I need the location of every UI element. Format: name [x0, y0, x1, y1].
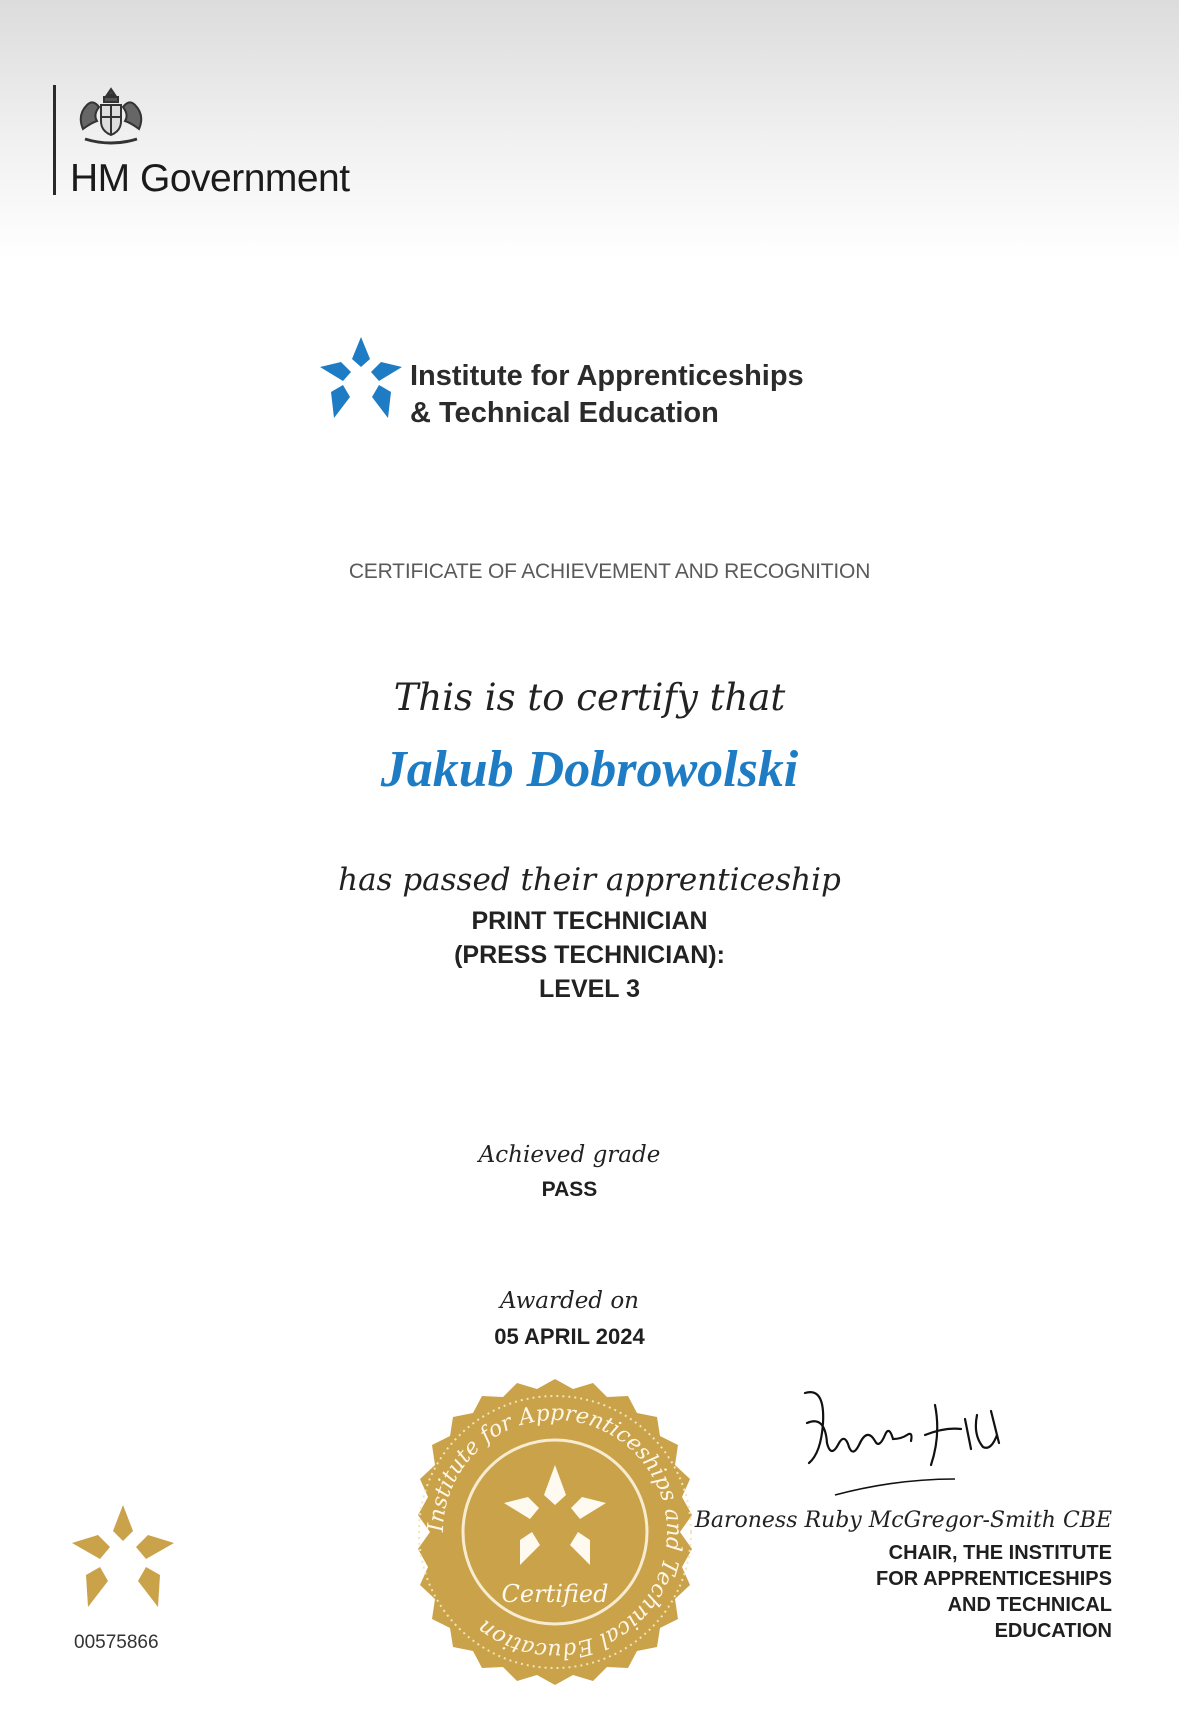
royal-coat-of-arms-icon [71, 85, 151, 147]
signatory-title-line: CHAIR, THE INSTITUTE [888, 1542, 1112, 1564]
programme-line: (PRESS TECHNICIAN): [454, 941, 725, 969]
awarded-label: Awarded on [500, 1288, 639, 1314]
institute-name-line2: & Technical Education [410, 397, 719, 429]
recipient-name: Jakub Dobrowolski [380, 741, 799, 798]
institute-name-line1: Institute for Apprenticeships [410, 360, 804, 392]
certificate-heading: CERTIFICATE OF ACHIEVEMENT AND RECOGNITION [348, 560, 871, 583]
seal-ring-text: Institute for Apprenticeships and Technical Education [423, 1400, 687, 1664]
programme-line: LEVEL 3 [539, 975, 640, 1003]
signatory-name: Baroness Ruby McGregor-Smith CBE [694, 1508, 1112, 1533]
gold-star-icon [68, 1505, 178, 1610]
government-name: HM Government [70, 157, 350, 200]
institute-star-logo-icon [318, 335, 404, 421]
hm-government-logo [53, 85, 433, 200]
signatory-title-line: AND TECHNICAL [947, 1594, 1112, 1616]
grade-value: PASS [541, 1178, 598, 1201]
chair-signature [795, 1385, 1035, 1515]
signatory-title-line: FOR APPRENTICESHIPS [876, 1568, 1112, 1590]
seal-center-text: Certified [501, 1580, 609, 1608]
certificate-number: 00575866 [74, 1632, 159, 1653]
signatory-title-line: EDUCATION [994, 1620, 1112, 1642]
signatory-title [876, 1540, 1112, 1644]
logo-divider [53, 85, 56, 195]
institute-name [410, 358, 804, 432]
awarded-date: 05 APRIL 2024 [494, 1324, 645, 1349]
certified-seal [400, 1377, 710, 1687]
apprenticeship-programme [0, 904, 1179, 1006]
programme-line: PRINT TECHNICIAN [471, 907, 708, 935]
passed-statement: has passed their apprenticeship [338, 862, 841, 898]
certify-statement: This is to certify that [393, 676, 786, 719]
grade-label: Achieved grade [478, 1142, 661, 1168]
